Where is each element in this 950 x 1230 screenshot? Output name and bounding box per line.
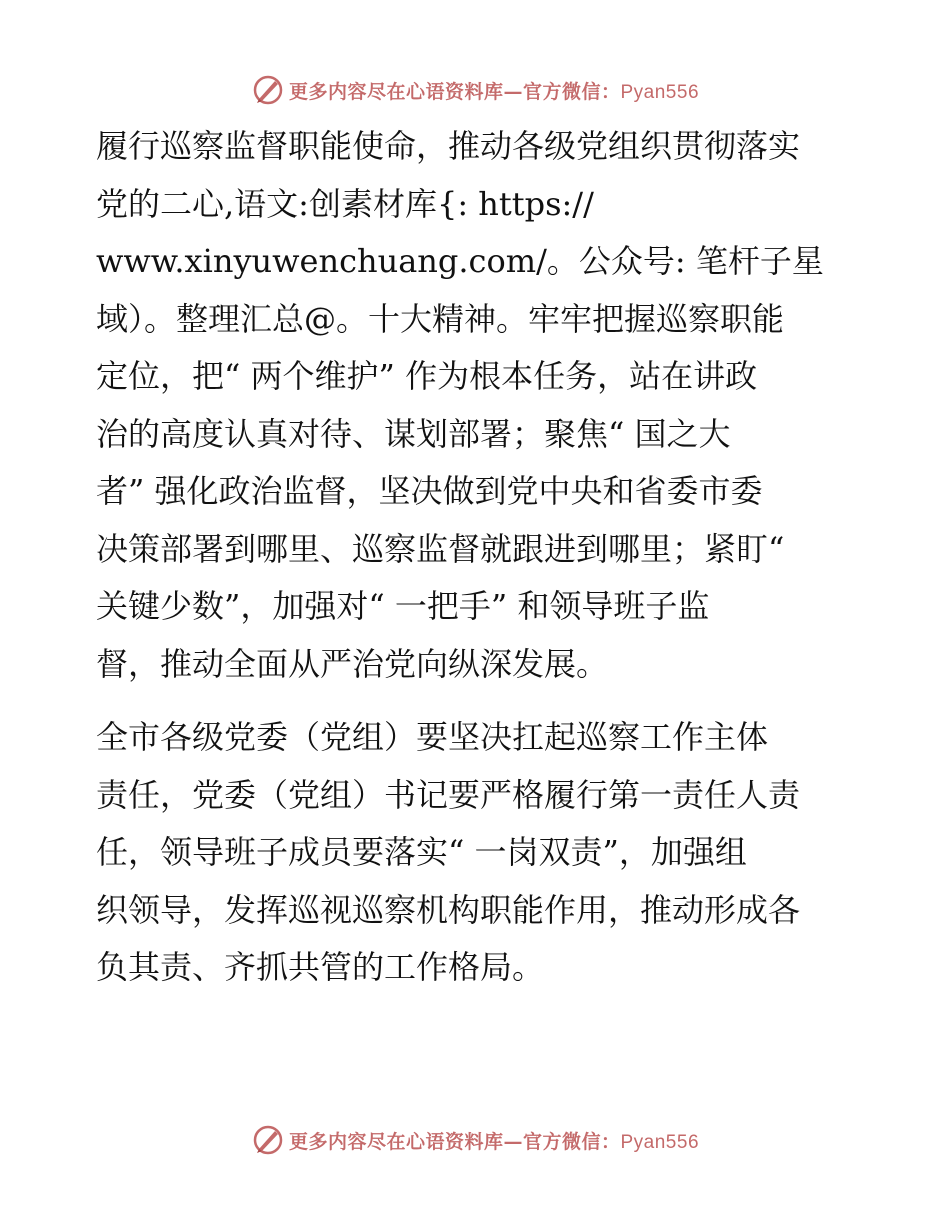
text-line: 党的二心,语文:创素材库{: https:// [96,184,594,223]
text-line: 履行巡察监督职能使命，推动各级党组织贯彻落实 [96,127,801,165]
banner-label: 更多内容尽在心语资料库—官方微信： [288,80,621,103]
text-line: 域）。整理汇总@。十大精神。牢牢把握巡察职能 [96,299,785,338]
text-line: www.xinyuwenchuang.com/。公众号: 笔杆子星 [96,242,824,280]
text-line: 定位，把“ 两个维护” 作为根本任务，站在讲政 [96,357,758,395]
banner-label: 更多内容尽在心语资料库—官方微信： [288,1130,621,1153]
text-line: 织领导，发挥巡视巡察机构职能作用，推动形成各 [96,890,801,929]
banner-text [289,77,699,104]
text-line: 治的高度认真对待、谋划部署；聚焦“ 国之大 [96,414,731,453]
text-line: 全市各级党委（党组）要坚决扛起巡察工作主体 [96,718,769,756]
text-line: 者” 强化政治监督，坚决做到党中央和省委市委 [96,472,763,510]
banner-text [289,1127,699,1154]
text-line: 负其责、齐抓共管的工作格局。 [96,948,545,986]
banner-wechat-id: Pyan556 [620,1131,700,1153]
text-line: 督，推动全面从严治党向纵深发展。 [96,644,609,683]
header-banner [0,70,950,110]
banner-wechat-id: Pyan556 [620,81,700,103]
text-line: 关键少数”，加强对“ 一把手” 和领导班子监 [96,587,710,625]
text-line: 决策部署到哪里、巡察监督就跟进到哪里；紧盯“ [96,529,785,568]
paragraph-1 [96,118,854,693]
text-line: 责任，党委（党组）书记要严格履行第一责任人责 [96,775,801,814]
pen-logo-icon [251,73,285,107]
text-line: 任，领导班子成员要落实“ 一岗双责”，加强组 [96,833,747,871]
document-body [96,118,854,997]
paragraph-2 [96,709,854,997]
pen-logo-icon [251,1123,285,1157]
footer-banner [0,1120,950,1160]
